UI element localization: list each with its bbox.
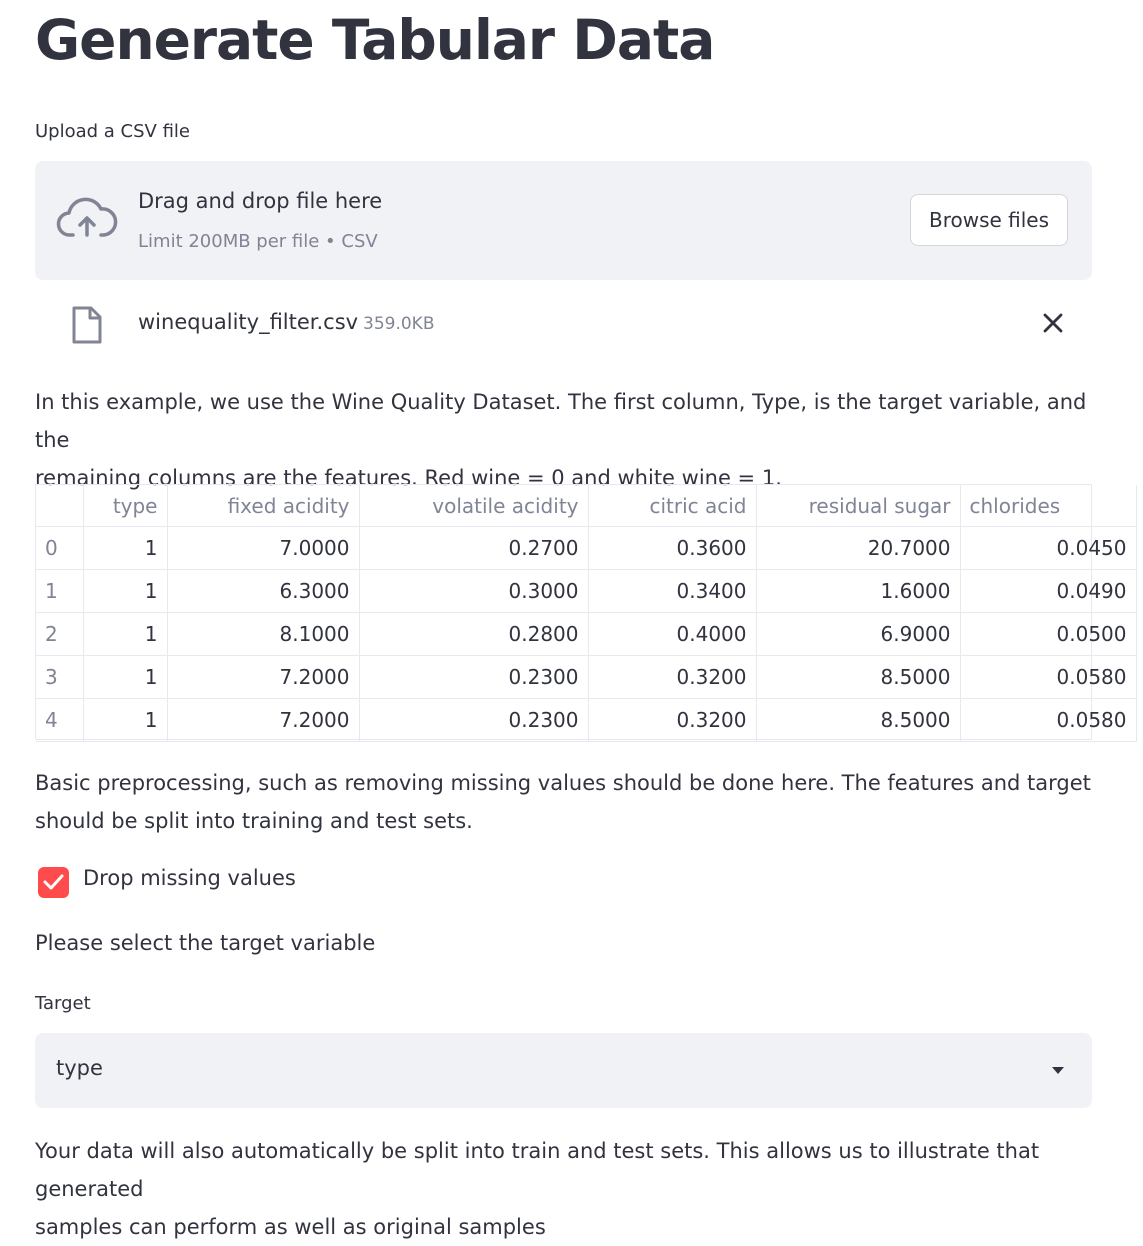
row-index: 2 [36,613,83,656]
row-index: 1 [36,570,83,613]
table-cell: 0.3200 [588,699,756,742]
row-index: 4 [36,699,83,742]
table-row [36,699,1136,742]
uploader-label: Upload a CSV file [35,121,190,142]
table-cell: 0.3000 [359,570,588,613]
target-select[interactable] [35,1033,1092,1108]
table-cell: 1.6000 [756,570,960,613]
uploaded-file [35,296,1092,352]
table-row [36,570,1136,613]
checkmark-icon [43,873,64,891]
footer-paragraph [35,1132,1092,1246]
column-header[interactable]: fixed acidity [167,485,359,527]
table-cell: 1 [83,570,167,613]
table-cell: 0.3600 [588,527,756,570]
file-dropzone[interactable] [35,161,1092,280]
table-cell: 0.0490 [960,570,1136,613]
data-table[interactable] [35,484,1127,740]
drop-missing-checkbox[interactable] [38,867,69,898]
table-cell: 6.3000 [167,570,359,613]
table-row [36,656,1136,699]
table-cell: 0.0580 [960,699,1136,742]
table-cell: 20.7000 [756,527,960,570]
footer-line-2: samples can perform as well as original samples [35,1215,546,1239]
intro-paragraph [35,383,1092,497]
target-select-value: type [56,1056,103,1080]
table-cell: 0.4000 [588,613,756,656]
target-label: Target [35,993,91,1014]
preprocessing-line-1: Basic preprocessing, such as removing missing values should be done here. The features and target [35,771,1091,795]
table-cell: 0.0580 [960,656,1136,699]
file-name: winequality_filter.csv [138,310,359,334]
drop-missing-label[interactable]: Drop missing values [83,866,296,890]
table-cell: 7.2000 [167,656,359,699]
table-cell: 7.0000 [167,527,359,570]
cloud-upload-icon [57,197,117,243]
table-cell: 0.2300 [359,699,588,742]
column-header[interactable]: chlorides [960,485,1136,527]
table-cell: 0.0450 [960,527,1136,570]
footer-line-1: Your data will also automatically be split into train and test sets. This allows us to illustrate that generated [35,1139,1040,1201]
dropzone-instructions: Drag and drop file here [138,189,383,213]
table-cell: 0.2800 [359,613,588,656]
preprocessing-line-2: should be split into training and test sets. [35,809,473,833]
table-cell: 0.0500 [960,613,1136,656]
preprocessing-paragraph [35,764,1092,840]
caret-down-icon [1052,1067,1064,1074]
table-cell: 1 [83,613,167,656]
column-header[interactable]: residual sugar [756,485,960,527]
row-index: 3 [36,656,83,699]
column-header[interactable]: volatile acidity [359,485,588,527]
row-index: 0 [36,527,83,570]
page-title: Generate Tabular Data [35,8,715,72]
table-cell: 0.3400 [588,570,756,613]
table-cell: 1 [83,656,167,699]
table-cell: 1 [83,699,167,742]
table-cell: 6.9000 [756,613,960,656]
table-cell: 8.5000 [756,656,960,699]
column-header[interactable]: type [83,485,167,527]
table-cell: 0.2700 [359,527,588,570]
table-cell: 7.2000 [167,699,359,742]
browse-files-button[interactable]: Browse files [910,194,1068,246]
table-row [36,613,1136,656]
table-cell: 0.3200 [588,656,756,699]
close-icon[interactable] [1040,310,1066,336]
intro-line-1: In this example, we use the Wine Quality Dataset. The first column, Type, is the target variable, and the [35,390,1087,452]
target-prompt: Please select the target variable [35,931,376,955]
table-cell: 8.5000 [756,699,960,742]
column-header[interactable]: citric acid [588,485,756,527]
table-row [36,527,1136,570]
column-header-index [36,485,83,527]
file-size: 359.0KB [363,314,435,334]
table-header-row [36,485,1136,527]
dropzone-limit: Limit 200MB per file • CSV [138,231,378,252]
intro-line-2: remaining columns are the features. Red wine = 0 and white wine = 1. [35,466,782,490]
table-cell: 0.2300 [359,656,588,699]
table-cell: 1 [83,527,167,570]
table-cell: 8.1000 [167,613,359,656]
file-icon [71,306,103,344]
